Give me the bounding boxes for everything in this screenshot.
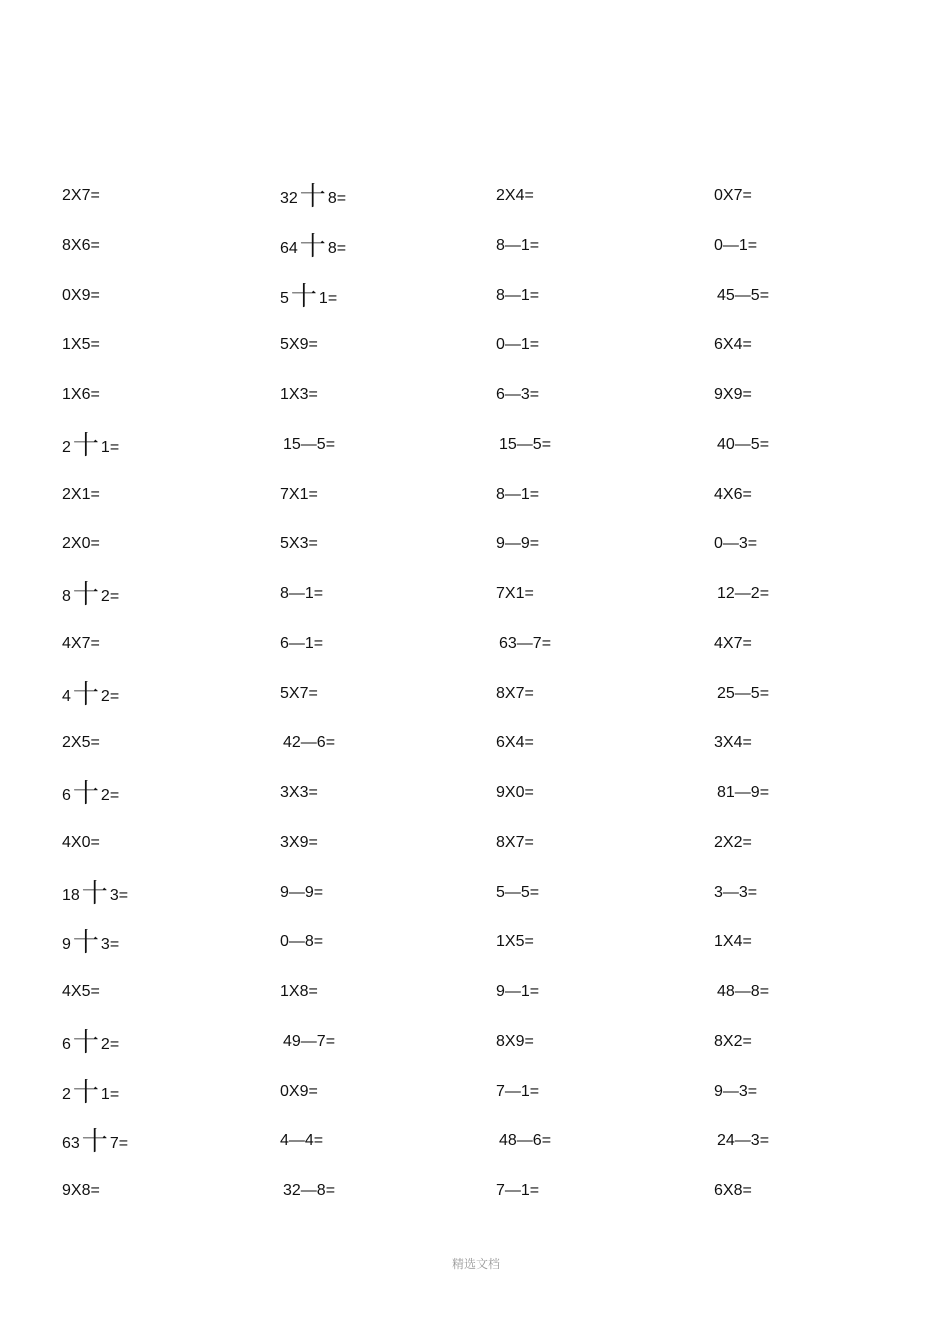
problem-cell: 15—5=	[283, 435, 336, 453]
problem-row	[0, 927, 950, 972]
problem-cell	[280, 181, 347, 211]
problem-cell: 9X0=	[496, 784, 534, 801]
problem-cell: 2X4=	[496, 187, 534, 204]
plus-sign: 十	[81, 1126, 108, 1157]
problem-cell: 0X7=	[714, 187, 752, 204]
problem-row	[0, 678, 950, 724]
problem-cell	[280, 230, 347, 261]
problem-cell: 6X4=	[496, 734, 534, 752]
problem-row	[0, 1026, 950, 1072]
operand: 18	[62, 886, 80, 904]
plus-sign: 十	[72, 1076, 99, 1107]
operand: 8=	[327, 239, 347, 257]
problem-row	[0, 833, 950, 873]
problem-cell: 3X4=	[714, 734, 752, 752]
problem-cell: 0—1=	[496, 336, 540, 354]
operand: 64	[280, 239, 298, 257]
operand: 63	[62, 1135, 80, 1153]
problem-cell	[62, 927, 120, 958]
problem-cell: 5X9=	[280, 336, 318, 354]
problem-cell	[62, 1076, 120, 1107]
problem-cell: 7—1=	[496, 1182, 540, 1199]
operand: 8=	[327, 190, 347, 207]
plus-sign: 十	[290, 280, 317, 311]
problem-cell: 1X6=	[62, 386, 100, 403]
problem-cell: 0—1=	[714, 236, 758, 254]
problem-cell: 12—2=	[717, 585, 770, 602]
problem-row	[0, 485, 950, 525]
problem-cell: 48—8=	[717, 983, 770, 1000]
problem-cell	[62, 778, 120, 808]
plus-sign: 十	[72, 579, 99, 609]
problem-cell: 9—1=	[496, 983, 540, 1000]
problem-cell: 8—1=	[496, 286, 540, 304]
problem-cell: 8—1=	[496, 485, 540, 503]
plus-sign: 十	[72, 778, 99, 808]
operand: 2=	[100, 1035, 120, 1053]
problem-cell: 5X7=	[280, 684, 318, 702]
problem-cell: 42—6=	[283, 734, 336, 752]
problem-cell: 8X6=	[62, 236, 100, 254]
problem-row	[0, 634, 950, 674]
problem-cell: 1X8=	[280, 983, 318, 1000]
problem-cell: 0X9=	[62, 286, 100, 304]
problem-cell: 25—5=	[717, 684, 770, 702]
operand: 1=	[100, 438, 120, 456]
problem-cell: 8X7=	[496, 684, 534, 702]
problem-cell: 9—9=	[496, 535, 540, 553]
problem-cell: 1X4=	[714, 933, 752, 951]
plus-sign: 十	[72, 927, 99, 958]
footer-watermark: 精选文档	[452, 1257, 501, 1271]
problem-row	[0, 230, 950, 276]
operand: 4	[62, 687, 71, 705]
operand: 2=	[100, 787, 120, 804]
operand: 3=	[100, 936, 120, 954]
operand: 6	[62, 787, 71, 804]
problem-row	[0, 1076, 950, 1122]
problem-cell: 24—3=	[717, 1132, 770, 1150]
problem-cell: 4X6=	[714, 485, 752, 503]
problem-cell: 45—5=	[717, 286, 770, 304]
problem-cell: 5X3=	[280, 535, 318, 553]
problem-row	[0, 534, 950, 574]
problem-cell: 4X7=	[62, 634, 100, 652]
problem-cell: 8X2=	[714, 1032, 752, 1050]
problem-cell	[62, 1126, 129, 1157]
problem-cell	[62, 678, 120, 709]
problem-cell: 5—5=	[496, 883, 540, 901]
problem-cell: 7—1=	[496, 1082, 540, 1100]
problem-cell: 15—5=	[499, 435, 552, 453]
problem-cell: 8X7=	[496, 833, 534, 851]
problem-cell: 9—9=	[280, 883, 324, 901]
operand: 1=	[100, 1085, 120, 1103]
problem-cell: 40—5=	[717, 435, 770, 453]
problem-cell: 0—3=	[714, 535, 758, 553]
problem-cell: 4X5=	[62, 983, 100, 1000]
problem-cell: 63—7=	[499, 634, 552, 652]
operand: 2	[62, 1085, 71, 1103]
problem-row	[0, 877, 950, 923]
problem-cell: 8—1=	[280, 585, 324, 602]
problem-cell: 0—8=	[280, 933, 324, 951]
problem-cell: 2X5=	[62, 734, 100, 752]
problem-cell: 6X4=	[714, 336, 752, 354]
operand: 6	[62, 1035, 71, 1053]
problem-row	[0, 429, 950, 475]
problem-cell: 2X7=	[62, 187, 100, 204]
plus-sign: 十	[299, 181, 326, 211]
problem-cell: 48—6=	[499, 1132, 552, 1150]
problem-cell: 2X1=	[62, 485, 100, 503]
operand: 3=	[109, 886, 129, 904]
plus-sign: 十	[299, 230, 326, 261]
problem-cell	[62, 579, 120, 609]
plus-sign: 十	[81, 877, 108, 908]
problem-cell: 8—1=	[496, 236, 540, 254]
operand: 8	[62, 588, 71, 605]
problem-row	[0, 280, 950, 326]
operand: 9	[62, 936, 71, 954]
problem-row	[0, 181, 950, 226]
problem-cell	[62, 429, 120, 460]
problem-cell: 7X1=	[280, 485, 318, 503]
problem-row	[0, 733, 950, 773]
problem-cell: 3X3=	[280, 784, 318, 801]
problem-cell: 2X0=	[62, 535, 100, 553]
problem-row	[0, 1181, 950, 1221]
problem-cell: 6—3=	[496, 386, 540, 403]
problem-cell: 1X5=	[496, 933, 534, 951]
problem-cell: 49—7=	[283, 1032, 336, 1050]
problem-cell: 9X8=	[62, 1182, 100, 1199]
problem-cell: 1X5=	[62, 336, 100, 354]
operand: 7=	[109, 1135, 129, 1153]
problem-cell: 6—1=	[280, 634, 324, 652]
problem-cell: 6X8=	[714, 1182, 752, 1199]
problem-cell: 0X9=	[280, 1082, 318, 1100]
problem-cell	[280, 280, 338, 311]
problem-cell: 32—8=	[283, 1182, 336, 1199]
operand: 32	[280, 190, 298, 207]
problem-cell	[62, 877, 129, 908]
problem-cell: 7X1=	[496, 585, 534, 602]
operand: 1=	[318, 289, 338, 307]
problem-cell: 4—4=	[280, 1132, 324, 1150]
problem-row	[0, 778, 950, 823]
plus-sign: 十	[72, 678, 99, 709]
plus-sign: 十	[72, 429, 99, 460]
problem-cell: 4X7=	[714, 634, 752, 652]
operand: 2=	[100, 588, 120, 605]
problem-cell: 2X2=	[714, 833, 752, 851]
problem-cell: 8X9=	[496, 1032, 534, 1050]
problem-cell	[62, 1026, 120, 1057]
problem-row	[0, 335, 950, 375]
problem-cell: 3—3=	[714, 883, 758, 901]
problem-cell: 9—3=	[714, 1082, 758, 1100]
operand: 2=	[100, 687, 120, 705]
plus-sign: 十	[72, 1026, 99, 1057]
problem-row	[0, 385, 950, 425]
problem-row	[0, 982, 950, 1022]
problem-row	[0, 579, 950, 624]
operand: 2	[62, 438, 71, 456]
problem-row	[0, 1126, 950, 1171]
problem-cell: 81—9=	[717, 784, 770, 801]
problem-cell: 4X0=	[62, 833, 100, 851]
operand: 5	[280, 289, 289, 307]
problem-cell: 3X9=	[280, 833, 318, 851]
problem-cell: 9X9=	[714, 386, 752, 403]
problem-cell: 1X3=	[280, 386, 318, 403]
